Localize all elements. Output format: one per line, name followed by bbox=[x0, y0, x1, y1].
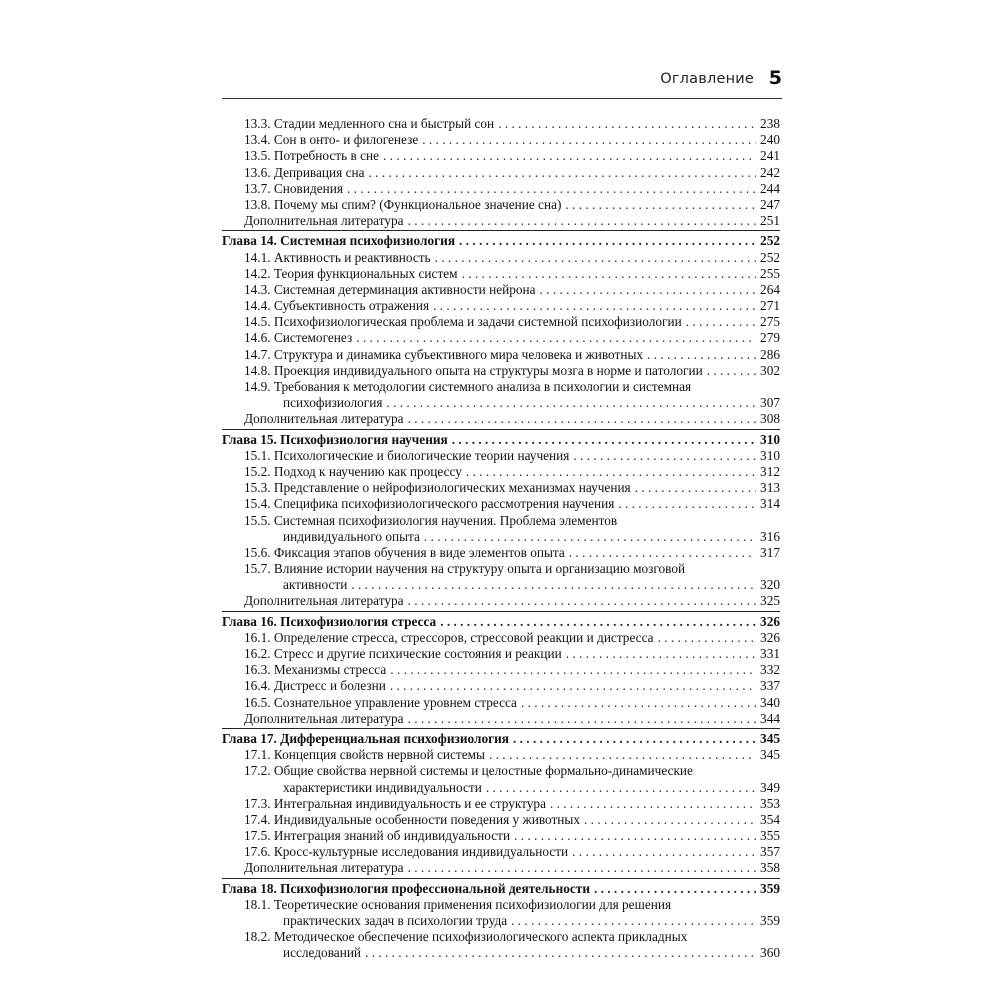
toc-entry[interactable] bbox=[222, 844, 780, 860]
toc-entry-page: 251 bbox=[760, 213, 780, 229]
dot-leader bbox=[383, 148, 756, 164]
toc-entry-page: 359 bbox=[760, 880, 780, 896]
toc-entry-title: 14.7. Структура и динамика субъективного мира человека и животных bbox=[244, 346, 644, 362]
table-of-contents bbox=[222, 116, 780, 962]
toc-entry-title: 17.3. Интегральная индивидуальность и ее структура bbox=[244, 795, 546, 811]
toc-entry-title: психофизиология bbox=[283, 395, 383, 411]
toc-entry-page: 332 bbox=[760, 662, 780, 678]
dot-leader bbox=[462, 266, 756, 282]
toc-entry-title: 15.5. Системная психофизиология научения. Проблема элементов bbox=[244, 512, 618, 528]
dot-leader bbox=[424, 529, 756, 545]
toc-chapter-entry[interactable] bbox=[222, 432, 780, 448]
toc-entry-page: 314 bbox=[760, 496, 780, 512]
toc-entry-page: 307 bbox=[760, 395, 780, 411]
dot-leader bbox=[686, 314, 756, 330]
toc-entry-page: 241 bbox=[760, 148, 780, 164]
toc-entry[interactable] bbox=[222, 480, 780, 496]
toc-entry-page: 247 bbox=[760, 196, 780, 212]
toc-entry[interactable] bbox=[222, 197, 780, 213]
chapter-rule bbox=[222, 878, 780, 879]
dot-leader bbox=[347, 181, 756, 197]
toc-entry[interactable] bbox=[222, 132, 780, 148]
toc-entry-title: исследований bbox=[283, 945, 362, 961]
dot-leader bbox=[408, 411, 756, 427]
toc-entry-title: 16.4. Дистресс и болезни bbox=[244, 678, 386, 694]
toc-entry-page: 271 bbox=[760, 298, 780, 314]
dot-leader bbox=[573, 448, 756, 464]
toc-entry-title: Глава 17. Дифференциальная психофизиология bbox=[222, 730, 509, 746]
toc-entry-title: 15.6. Фиксация этапов обучения в виде элементов опыта bbox=[244, 544, 565, 560]
toc-entry-title: индивидуального опыта bbox=[283, 528, 420, 544]
dot-leader bbox=[511, 913, 756, 929]
running-header-title: Оглавление bbox=[660, 71, 754, 87]
dot-leader bbox=[440, 614, 756, 630]
toc-entry-page: 252 bbox=[760, 233, 780, 249]
toc-entry-title: 17.5. Интеграция знаний об индивидуальности bbox=[244, 828, 511, 844]
toc-entry-page: 240 bbox=[760, 132, 780, 148]
toc-entry-title: Дополнительная литература bbox=[244, 710, 404, 726]
toc-entry-page: 345 bbox=[760, 747, 780, 763]
toc-entry-page: 354 bbox=[760, 811, 780, 827]
dot-leader bbox=[466, 464, 756, 480]
dot-leader bbox=[408, 213, 756, 229]
toc-entry-page: 242 bbox=[760, 164, 780, 180]
dot-leader bbox=[565, 197, 756, 213]
toc-chapter-entry[interactable] bbox=[222, 731, 780, 747]
toc-entry-title: Дополнительная литература bbox=[244, 213, 404, 229]
toc-entry-page: 279 bbox=[760, 330, 780, 346]
toc-entry-title: 14.6. Системогенез bbox=[244, 330, 353, 346]
toc-chapter-entry[interactable] bbox=[222, 881, 780, 897]
toc-entry[interactable] bbox=[222, 298, 780, 314]
toc-entry[interactable] bbox=[222, 561, 780, 577]
header-rule bbox=[222, 98, 782, 99]
toc-entry-title: 13.4. Сон в онто- и филогенезе bbox=[244, 132, 419, 148]
toc-entry[interactable] bbox=[222, 314, 780, 330]
dot-leader bbox=[386, 395, 756, 411]
dot-leader bbox=[566, 646, 756, 662]
toc-entry[interactable] bbox=[222, 763, 780, 779]
toc-entry[interactable] bbox=[222, 363, 780, 379]
toc-entry-page: 360 bbox=[760, 945, 780, 961]
dot-leader bbox=[390, 662, 756, 678]
toc-entry[interactable] bbox=[222, 593, 780, 609]
toc-entry[interactable] bbox=[222, 929, 780, 945]
toc-entry-page: 345 bbox=[760, 730, 780, 746]
toc-entry[interactable] bbox=[222, 780, 780, 796]
toc-entry-title: Дополнительная литература bbox=[244, 411, 404, 427]
toc-entry-page: 310 bbox=[760, 431, 780, 447]
dot-leader bbox=[452, 432, 756, 448]
toc-entry-title: активности bbox=[283, 577, 348, 593]
toc-entry[interactable] bbox=[222, 213, 780, 229]
toc-entry-title: 14.2. Теория функциональных систем bbox=[244, 265, 458, 281]
toc-entry[interactable] bbox=[222, 796, 780, 812]
toc-entry-title: 17.2. Общие свойства нервной системы и целостные формально-динамические bbox=[244, 763, 693, 779]
toc-entry-title: 17.4. Индивидуальные особенности поведения у животных bbox=[244, 811, 581, 827]
chapter-rule bbox=[222, 611, 780, 612]
dot-leader bbox=[647, 347, 756, 363]
toc-entry-title: 18.2. Методическое обеспечение психофизиологического аспекта прикладных bbox=[244, 929, 688, 945]
dot-leader bbox=[365, 945, 756, 961]
toc-entry[interactable] bbox=[222, 662, 780, 678]
dot-leader bbox=[569, 545, 756, 561]
toc-entry[interactable] bbox=[222, 496, 780, 512]
dot-leader bbox=[486, 780, 756, 796]
dot-leader bbox=[540, 282, 757, 298]
page-number: 5 bbox=[768, 67, 782, 89]
toc-entry-page: 264 bbox=[760, 281, 780, 297]
dot-leader bbox=[433, 298, 756, 314]
toc-entry[interactable] bbox=[222, 945, 780, 961]
toc-entry[interactable] bbox=[222, 282, 780, 298]
toc-entry-title: 15.7. Влияние истории научения на структуру опыта и организацию мозговой bbox=[244, 561, 686, 577]
toc-entry-title: практических задач в психологии труда bbox=[283, 913, 508, 928]
dot-leader bbox=[635, 480, 756, 496]
toc-entry[interactable] bbox=[222, 181, 780, 197]
toc-entry[interactable] bbox=[222, 395, 780, 411]
toc-chapter-entry[interactable] bbox=[222, 614, 780, 630]
dot-leader bbox=[514, 828, 756, 844]
toc-entry-title: характеристики индивидуальности bbox=[283, 779, 482, 795]
dot-leader bbox=[390, 678, 756, 694]
toc-entry-page: 326 bbox=[760, 629, 780, 645]
chapter-rule bbox=[222, 230, 780, 231]
toc-entry-title: 14.1. Активность и реактивность bbox=[244, 249, 431, 265]
toc-entry[interactable] bbox=[222, 646, 780, 662]
toc-entry-title: 14.9. Требования к методологии системного анализа в психологии и системная bbox=[244, 379, 692, 394]
toc-entry-title: 13.8. Почему мы спим? (Функциональное значение сна) bbox=[244, 196, 562, 212]
toc-entry-title: 17.6. Кросс-культурные исследования индивидуальности bbox=[244, 844, 569, 860]
toc-entry-title: Дополнительная литература bbox=[244, 860, 404, 876]
dot-leader bbox=[550, 796, 756, 812]
toc-entry[interactable] bbox=[222, 747, 780, 763]
toc-entry-title: 14.3. Системная детерминация активности нейрона bbox=[244, 281, 536, 297]
dot-leader bbox=[435, 250, 756, 266]
dot-leader bbox=[351, 577, 756, 593]
toc-chapter-entry[interactable] bbox=[222, 233, 780, 249]
running-header bbox=[222, 66, 782, 92]
toc-entry-title: 14.5. Психофизиологическая проблема и задачи системной психофизиологии bbox=[244, 314, 682, 330]
toc-entry-page: 326 bbox=[760, 613, 780, 629]
toc-entry-title: 16.3. Механизмы стресса bbox=[244, 662, 387, 678]
dot-leader bbox=[489, 747, 756, 763]
toc-entry[interactable] bbox=[222, 347, 780, 363]
toc-entry-page: 355 bbox=[760, 828, 780, 844]
dot-leader bbox=[572, 844, 756, 860]
dot-leader bbox=[459, 233, 756, 249]
toc-entry-title: Дополнительная литература bbox=[244, 593, 404, 609]
toc-entry-title: 15.3. Представление о нейрофизиологических механизмах научения bbox=[244, 480, 631, 496]
toc-entry-page: 340 bbox=[760, 694, 780, 710]
toc-entry-page: 252 bbox=[760, 249, 780, 265]
toc-entry-title: 14.4. Субъективность отражения bbox=[244, 298, 430, 314]
toc-entry-page: 308 bbox=[760, 411, 780, 427]
toc-entry[interactable] bbox=[222, 411, 780, 427]
toc-entry-page: 349 bbox=[760, 779, 780, 795]
toc-entry[interactable] bbox=[222, 828, 780, 844]
dot-leader bbox=[513, 731, 756, 747]
dot-leader bbox=[521, 695, 756, 711]
chapter-rule bbox=[222, 728, 780, 729]
toc-entry-title: Глава 16. Психофизиология стресса bbox=[222, 613, 437, 629]
dot-leader bbox=[408, 593, 756, 609]
toc-entry-page: 275 bbox=[760, 314, 780, 330]
toc-entry-title: 13.5. Потребность в сне bbox=[244, 148, 380, 164]
toc-entry[interactable] bbox=[222, 330, 780, 346]
toc-entry-title: 15.2. Подход к научению как процессу bbox=[244, 463, 462, 479]
toc-entry-page: 238 bbox=[760, 116, 780, 131]
dot-leader bbox=[658, 630, 756, 646]
toc-entry-title: 16.1. Определение стресса, стрессоров, стрессовой реакции и дистресса bbox=[244, 629, 654, 645]
toc-entry[interactable] bbox=[222, 529, 780, 545]
toc-entry[interactable] bbox=[222, 630, 780, 646]
toc-entry-title: 16.5. Сознательное управление уровнем стресса bbox=[244, 694, 517, 710]
toc-entry[interactable] bbox=[222, 448, 780, 464]
toc-entry-page: 337 bbox=[760, 678, 780, 694]
dot-leader bbox=[356, 330, 756, 346]
dot-leader bbox=[422, 132, 756, 148]
toc-entry[interactable] bbox=[222, 165, 780, 181]
toc-entry-page: 320 bbox=[760, 577, 780, 593]
dot-leader bbox=[584, 812, 756, 828]
toc-entry-title: 14.8. Проекция индивидуального опыта на структуры мозга в норме и патологии bbox=[244, 362, 703, 378]
chapter-rule bbox=[222, 429, 780, 430]
toc-entry[interactable] bbox=[222, 250, 780, 266]
toc-entry-title: 13.3. Стадии медленного сна и быстрый сон bbox=[244, 116, 495, 131]
toc-entry-page: 255 bbox=[760, 265, 780, 281]
toc-entry-title: Глава 18. Психофизиология профессиональной деятельности bbox=[222, 880, 590, 896]
toc-entry[interactable] bbox=[222, 678, 780, 694]
toc-entry[interactable] bbox=[222, 913, 780, 929]
toc-entry[interactable] bbox=[222, 812, 780, 828]
toc-entry-title: 15.4. Специфика психофизиологического рассмотрения научения bbox=[244, 496, 615, 512]
toc-entry-page: 317 bbox=[760, 544, 780, 560]
dot-leader bbox=[369, 165, 757, 181]
dot-leader bbox=[707, 363, 756, 379]
toc-entry-page: 244 bbox=[760, 180, 780, 196]
toc-entry-page: 312 bbox=[760, 463, 780, 479]
toc-entry-page: 310 bbox=[760, 447, 780, 463]
toc-entry-page: 313 bbox=[760, 480, 780, 496]
dot-leader bbox=[408, 711, 756, 727]
dot-leader bbox=[408, 860, 756, 876]
toc-entry-page: 344 bbox=[760, 710, 780, 726]
toc-entry[interactable] bbox=[222, 545, 780, 561]
toc-entry-page: 353 bbox=[760, 795, 780, 811]
toc-entry-page: 286 bbox=[760, 346, 780, 362]
toc-entry-title: 16.2. Стресс и другие психические состояния и реакции bbox=[244, 646, 562, 661]
toc-entry[interactable] bbox=[222, 266, 780, 282]
toc-entry[interactable] bbox=[222, 577, 780, 593]
toc-entry[interactable] bbox=[222, 116, 780, 132]
toc-entry-title: 15.1. Психологические и биологические теории научения bbox=[244, 447, 570, 463]
dot-leader bbox=[618, 496, 756, 512]
toc-entry-page: 316 bbox=[760, 528, 780, 544]
toc-entry-page: 359 bbox=[760, 913, 780, 928]
toc-entry[interactable] bbox=[222, 897, 780, 913]
toc-entry-page: 331 bbox=[760, 646, 780, 661]
dot-leader bbox=[498, 116, 756, 132]
toc-entry-title: 13.6. Депривация сна bbox=[244, 164, 365, 180]
toc-entry-title: 18.1. Теоретические основания применения психофизиологии для решения bbox=[244, 896, 672, 912]
toc-entry-title: Глава 14. Системная психофизиология bbox=[222, 233, 456, 249]
dot-leader bbox=[594, 881, 756, 897]
toc-entry[interactable] bbox=[222, 148, 780, 164]
toc-entry[interactable] bbox=[222, 379, 780, 395]
toc-entry[interactable] bbox=[222, 513, 780, 529]
toc-entry-title: Глава 15. Психофизиология научения bbox=[222, 431, 448, 447]
toc-entry[interactable] bbox=[222, 860, 780, 876]
toc-entry-page: 325 bbox=[760, 593, 780, 609]
toc-entry[interactable] bbox=[222, 695, 780, 711]
toc-entry-page: 357 bbox=[760, 844, 780, 860]
toc-entry-title: 17.1. Концепция свойств нервной системы bbox=[244, 747, 485, 763]
toc-entry[interactable] bbox=[222, 464, 780, 480]
toc-entry-title: 13.7. Сновидения bbox=[244, 180, 343, 196]
toc-entry-page: 302 bbox=[760, 362, 780, 378]
toc-entry[interactable] bbox=[222, 711, 780, 727]
toc-entry-page: 358 bbox=[760, 860, 780, 876]
